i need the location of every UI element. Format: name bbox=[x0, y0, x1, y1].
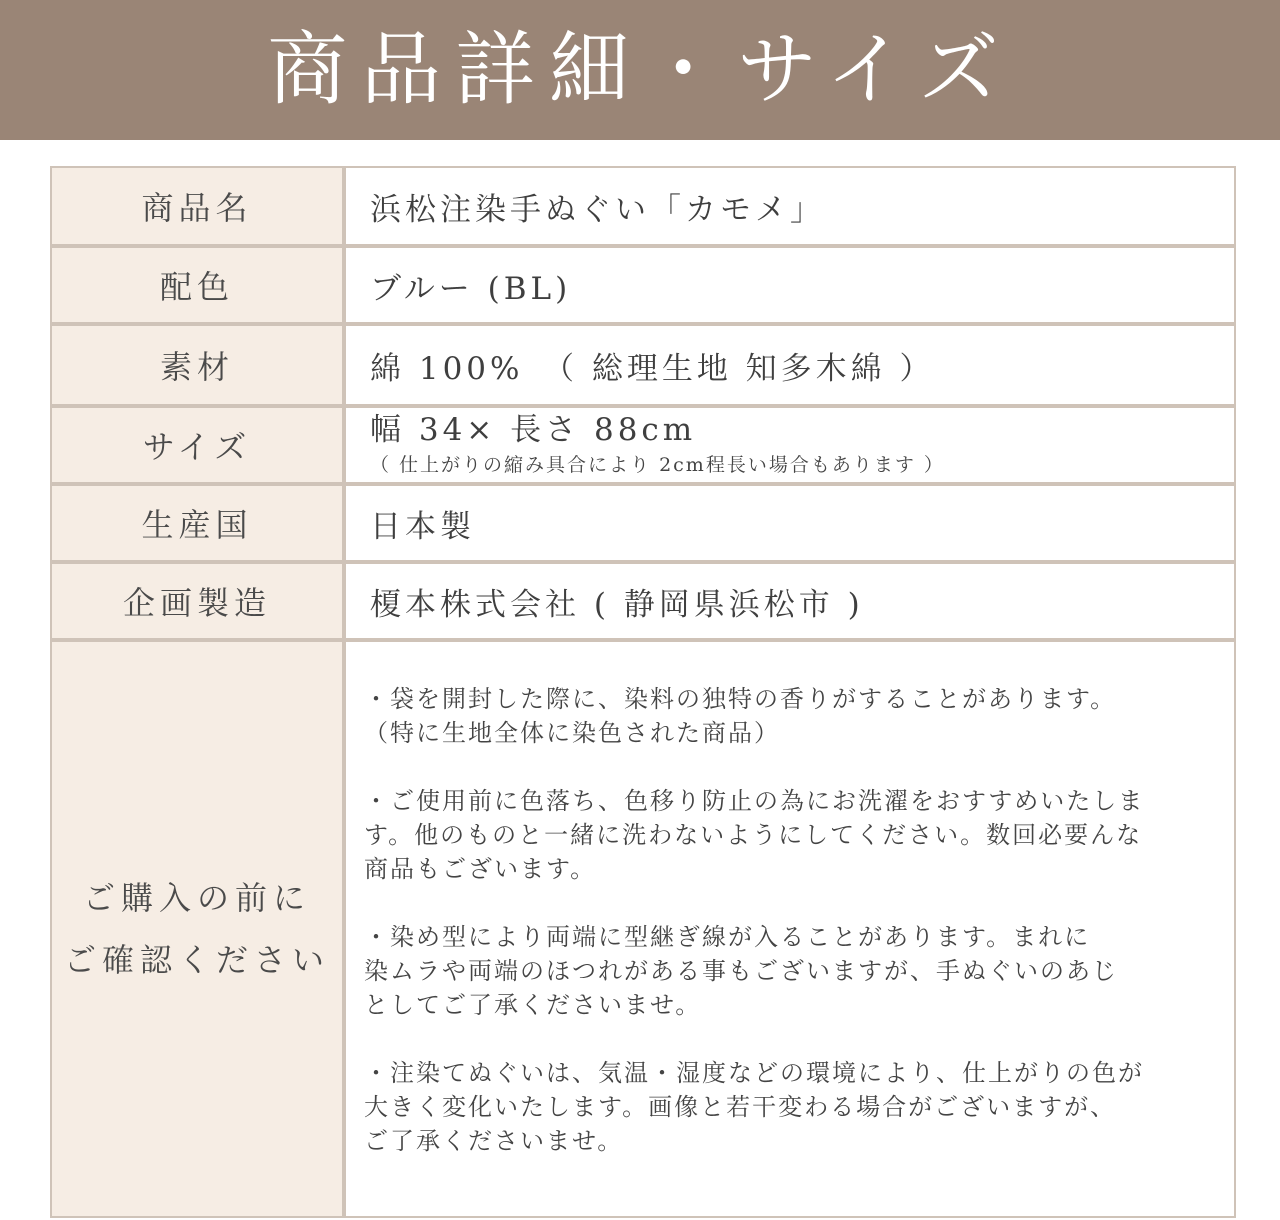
material-text: 綿 100% （ 総理生地 知多木綿 ） bbox=[370, 350, 935, 387]
size-note: （ 仕上がりの縮み具合により 2cm程長い場合もあります ） bbox=[370, 453, 945, 476]
row-material bbox=[52, 326, 1234, 404]
size-text: 幅 34× 長さ 88cm bbox=[370, 412, 697, 449]
value-material bbox=[346, 326, 1234, 404]
note-item: ・袋を開封した際に、染料の独特の香りがすることがあります。 （特に生地全体に染色された商品） bbox=[364, 685, 1117, 747]
color-text: ブルー (BL) bbox=[370, 270, 572, 307]
row-maker bbox=[52, 564, 1234, 638]
row-size bbox=[52, 408, 1234, 482]
notes-content bbox=[346, 642, 1234, 1216]
row-notes bbox=[52, 642, 1234, 1216]
page-title: 商品詳細・サイズ bbox=[267, 23, 1013, 116]
label-notes bbox=[52, 642, 342, 1216]
row-origin bbox=[52, 486, 1234, 560]
product-name-text: 浜松注染手ぬぐい「カモメ」 bbox=[370, 191, 825, 228]
value-maker bbox=[346, 564, 1234, 638]
row-product-name bbox=[52, 168, 1234, 244]
value-color bbox=[346, 248, 1234, 322]
label-maker: 企画製造 bbox=[52, 564, 342, 638]
label-material: 素材 bbox=[52, 326, 342, 404]
value-product-name bbox=[346, 168, 1234, 244]
notes-label-line1: ご購入の前に bbox=[82, 878, 311, 917]
label-origin: 生産国 bbox=[52, 486, 342, 560]
maker-text: 榎本株式会社 ( 静岡県浜松市 ) bbox=[370, 586, 864, 623]
origin-text: 日本製 bbox=[370, 508, 475, 545]
note-item: ・染め型により両端に型継ぎ線が入ることがあります。まれに 染ムラや両端のほつれがある事もございますが、手ぬぐいのあじ としてご了承くださいませ。 bbox=[364, 923, 1118, 1019]
label-size: サイズ bbox=[52, 408, 342, 482]
notes-label-text bbox=[64, 867, 330, 992]
value-origin bbox=[346, 486, 1234, 560]
label-color: 配色 bbox=[52, 248, 342, 322]
note-item: ・ご使用前に色落ち、色移り防止の為にお洗濯をおすすめいたしま す。他のものと一緒に洗わないようにしてください。数回必要んな 商品もございます。 bbox=[364, 787, 1145, 883]
label-product-name: 商品名 bbox=[52, 168, 342, 244]
header-banner bbox=[0, 0, 1280, 140]
row-color bbox=[52, 248, 1234, 322]
value-size bbox=[346, 408, 1234, 482]
notes-label-line2: ご確認ください bbox=[63, 941, 330, 979]
spec-table bbox=[50, 166, 1236, 1218]
note-item: ・注染てぬぐいは、気温・湿度などの環境により、仕上がりの色が 大きく変化いたします。画像と若干変わる場合がございますが、 ご了承くださいませ。 bbox=[364, 1059, 1144, 1155]
